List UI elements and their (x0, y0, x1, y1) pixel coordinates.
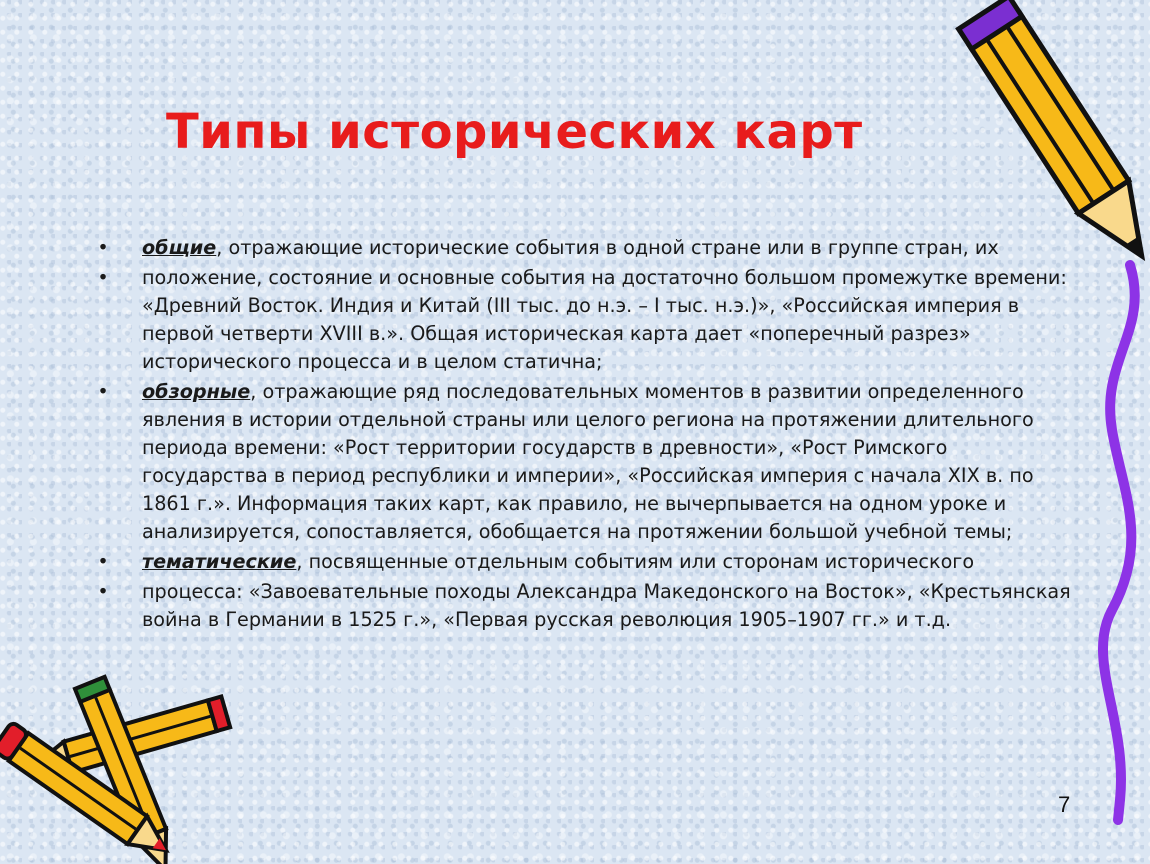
term-general: общие (142, 236, 217, 259)
slide-title: Типы исторических карт (166, 104, 863, 160)
item-text: , отражающие исторические события в одной стране или в группе стран, их (216, 236, 999, 259)
page-number: 7 (1058, 792, 1071, 817)
item-text: процесса: «Завоевательные походы Александра Македонского на Восток», «Крестьянская война в Германии в 1525 г.», «Первая русская революция 1905–1907 гг.» и т.д. (142, 580, 1071, 631)
bullet-icon: • (97, 580, 109, 603)
list-item (96, 548, 1071, 576)
bullet-icon: • (97, 236, 109, 259)
list-item (96, 234, 1071, 262)
item-text: положение, состояние и основные события на достаточно большом промежутке времени: «Древний Восток. Индия и Китай (III тыс. до н.э. – I тыс. н.э.)», «Российская империя в первой четверти XVIII в.». Общая историческая карта дает «поперечный разрез» исторического процесса и в целом статична; (142, 266, 1067, 373)
bullet-icon: • (97, 550, 109, 573)
bullet-icon: • (97, 380, 109, 403)
bullet-list (96, 234, 1071, 636)
bullet-icon: • (97, 266, 109, 289)
term-overview: обзорные (142, 380, 251, 403)
item-text: , отражающие ряд последовательных моментов в развитии определенного явления в истории отдельной страны или целого региона на протяжении длительного периода времени: «Рост территории государств в древности», «Рост Римского государства в период республики и империи», «Российская империя с начала XIX в. по 1861 г.». Информация таких карт, как правило, не вычерпывается на одном уроке и анализируется, сопоставляется, обобщается на протяжении большой учебной темы; (142, 380, 1034, 543)
list-item (96, 264, 1071, 376)
list-item (96, 578, 1071, 634)
list-item (96, 378, 1071, 546)
item-text: , посвященные отдельным событиям или сторонам исторического (296, 550, 975, 573)
term-thematic: тематические (142, 550, 297, 573)
